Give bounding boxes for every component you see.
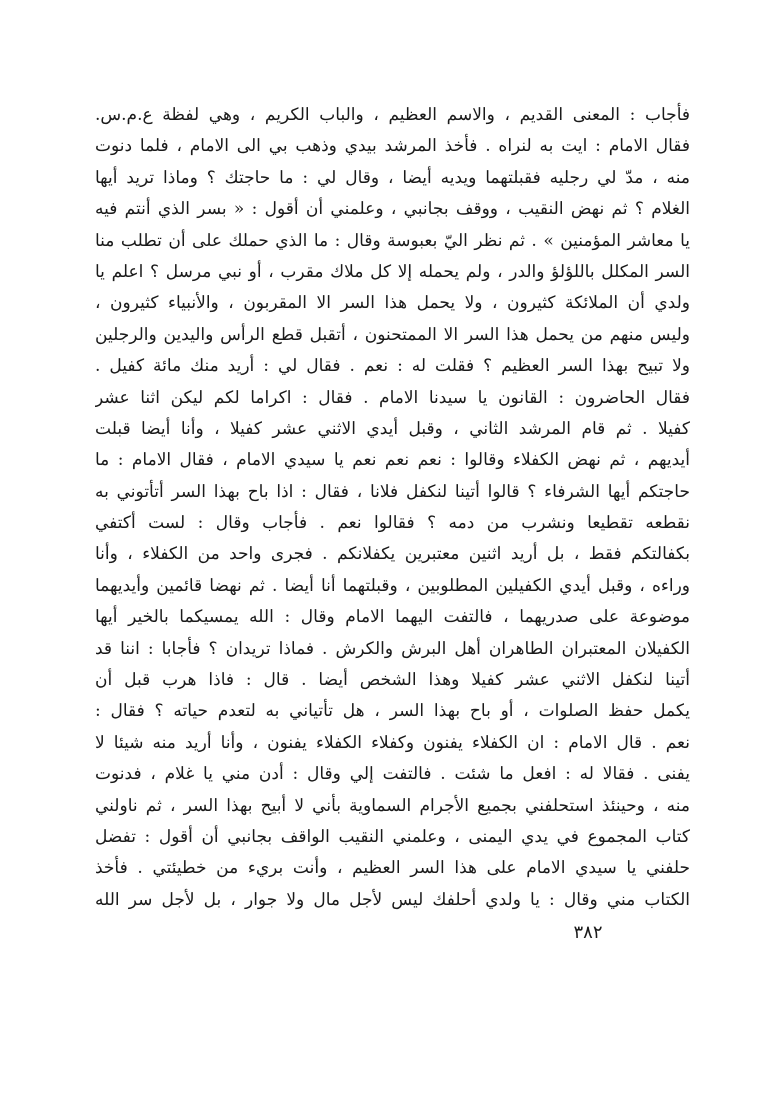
text-line: فأجاب : المعنى القديم ، والاسم العظيم ، والباب الكريم ، وهي لفظة ع.م.س. <box>95 105 690 125</box>
text-line: فقال الحاضرون : القانون يا سيدنا الامام . فقال : اكراما لكم ليكن اثنا عشر <box>95 387 690 408</box>
text-line: منه ، مدّ لي رجليه فقبلتهما ويديه أيضا ، وقال لي : ما حاجتك ؟ وماذا تريد أيها <box>95 167 690 188</box>
text-line: يفنى . فقالا له : افعل ما شئت . فالتفت إلي وقال : أدن مني يا غلام ، فدنوت <box>95 764 690 785</box>
body-text <box>95 100 690 916</box>
text-line: يا معاشر المؤمنين » . ثم نظر اليّ بعبوسة وقال : ما الذي حملك على أن تطلب منا <box>95 230 690 251</box>
text-line: وليس منهم من يحمل هذا السر الا الممتحنون ، أتقبل قطع الرأس واليدين والرجلين <box>95 324 690 345</box>
text-line: كفيلا . ثم قام المرشد الثاني ، وقبل أيدي الاثني عشر كفيلا ، وأنا أيضا قبلت <box>95 418 690 439</box>
text-line: كتاب المجموع في يدي اليمنى ، وعلمني النقيب الواقف بجانبي أن أقول : تفضل <box>95 826 690 847</box>
text-line: الغلام ؟ ثم نهض النقيب ، ووقف بجانبي ، وعلمني أن أقول : « بسر الذي أنتم فيه <box>95 199 690 220</box>
text-line: موضوعة على صدريهما ، فالتفت اليهما الامام وقال : الله يمسيكما بالخير أيها <box>95 607 690 628</box>
text-line: أتينا لنكفل الاثني عشر كفيلا وهذا الشخص أيضا . قال : فاذا هرب قبل أن <box>95 670 690 691</box>
text-line: الكفيلان المعتبران الطاهران أهل البرش والكرش . فماذا تريدان ؟ فأجابا : اننا قد <box>95 638 690 659</box>
text-line: ولا تبيح بهذا السر العظيم ؟ فقلت له : نعم . فقال لي : أريد منك مائة كفيل . <box>95 356 690 377</box>
text-line: أيديهم ، ثم نهض الكفلاء وقالوا : نعم نعم نعم يا سيدي الامام ، فقال الامام : ما <box>95 450 690 471</box>
text-line: فقال الامام : ايت به لنراه . فأخذ المرشد بيدي وذهب بي الى الامام ، فلما دنوت <box>95 136 690 157</box>
text-line: ولدي أن الملائكة كثيرون ، ولا يحمل هذا السر الا المقربون ، والأنبياء كثيرون ، <box>95 293 690 314</box>
text-line: يكمل حفظ الصلوات ، أو باح بهذا السر ، هل تأتياني به لتعدم حياته ؟ فقال : <box>95 701 690 722</box>
text-line: نقطعه تقطيعا ونشرب من دمه ؟ فقالوا نعم . فأجاب وقال : لست أكتفي <box>95 513 690 534</box>
text-line: الكتاب مني وقال : يا ولدي أحلفك ليس لأجل مال ولا جوار ، بل لأجل سر الله <box>95 889 690 910</box>
page-number: ٣٨٢ <box>573 922 603 943</box>
text-line: بكفالتكم فقط ، بل أريد اثنين معتبرين يكفلانكم . فجرى واحد من الكفلاء ، وأنا <box>95 544 690 565</box>
text-line: منه ، وحينئذ استحلفني بجميع الأجرام السماوية بأني لا أبيح بهذا السر ، ثم ناولني <box>95 795 690 816</box>
text-line: حلفني يا سيدي الامام على هذا السر العظيم ، وأنت بريء من خطيئتي . فأخذ <box>95 858 690 879</box>
text-line: السر المكلل باللؤلؤ والدر ، ولم يحمله إلا كل ملاك مقرب ، أو نبي مرسل ؟ اعلم يا <box>95 261 690 282</box>
text-line: حاجتكم أيها الشرفاء ؟ قالوا أتينا لنكفل فلانا ، فقال : اذا باح بهذا السر أتأتوني به <box>95 481 690 502</box>
text-line: وراءه ، وقبل أيدي الكفيلين المطلوبين ، وقبلتهما أنا أيضا . ثم نهضا قائمين وأيديهما <box>95 575 690 596</box>
text-line: نعم . قال الامام : ان الكفلاء يفنون وكفلاء الكفلاء يفنون ، وأنا أريد منه شيئا لا <box>95 732 690 753</box>
